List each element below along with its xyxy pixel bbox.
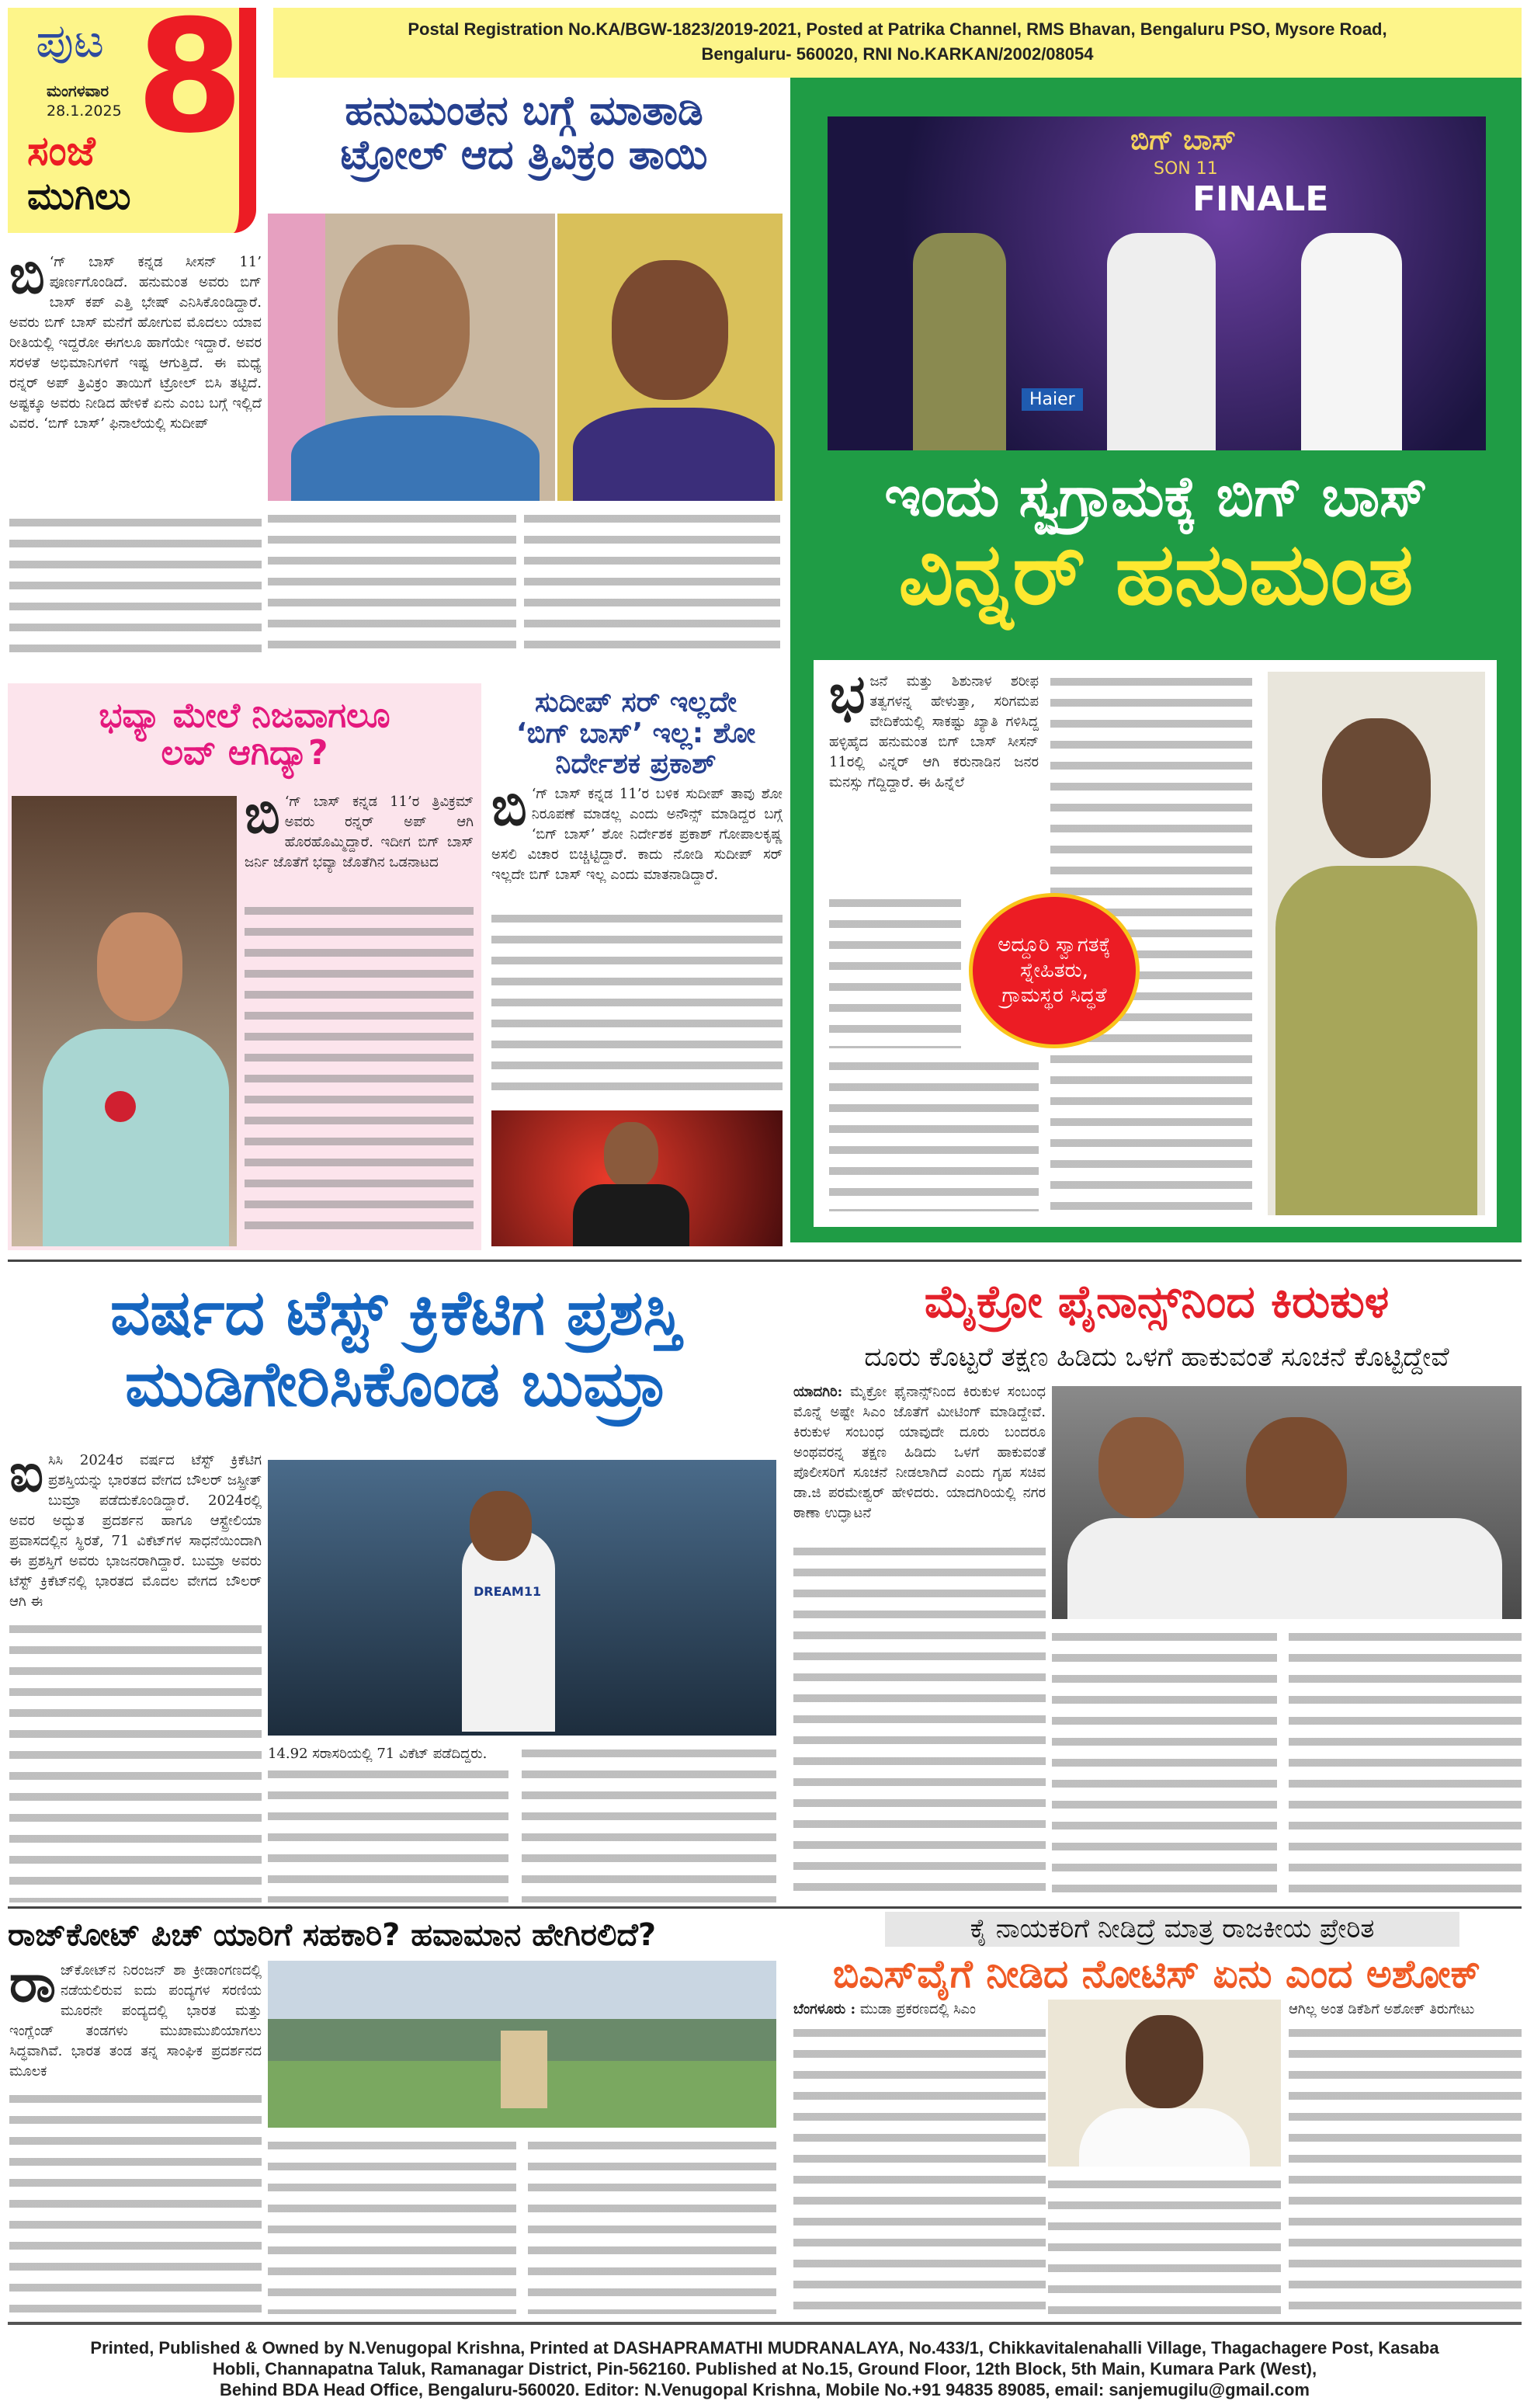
micro-article xyxy=(793,1382,1046,1524)
headline-line: ವಿನ್ನರ್ ಹನುಮಂತ xyxy=(898,524,1414,624)
headline-line: ಸುದೀಪ್ ಸರ್ ಇಲ್ಲದೇ xyxy=(535,686,737,718)
postal-line1: Postal Registration No.KA/BGW-1823/2019-2021, Posted at Patrika Channel, RMS Bhavan, Bengaluru PSO, Mysore Road, xyxy=(408,19,1387,39)
footer-line: Printed, Published & Owned by N.Venugopal Krishna, Printed at DASHAPRAMATHI MUDRANALAYA, No.433/1, Chikkavitalenahalli Village, Thagachagere Post, Kasaba xyxy=(90,2338,1439,2358)
bhavya-photo xyxy=(12,796,237,1246)
headline-line: ‘ಬಿಗ್ ಬಾಸ್’ ಇಲ್ಲ: ಶೋ xyxy=(515,717,756,749)
dateline: ಬೆಂಗಳೂರು : xyxy=(793,2001,856,2017)
hanumantha-article-box xyxy=(814,660,1497,1227)
page-number: 8 xyxy=(136,0,245,168)
trivikram-headline xyxy=(268,89,780,178)
sudeep-headline xyxy=(488,687,784,780)
rajkot-stadium-photo xyxy=(268,1961,776,2128)
article-text: ‘ಗ್ ಬಾಸ್ ಕನ್ನಡ ಸೀಸನ್ 11’ ಪೂರ್ಣಗೊಂಡಿದೆ. ಹನುಮಂತ ಅವರು ಬಿಗ್ ಬಾಸ್ ಕಪ್ ಎತ್ತಿ ಭೇಷ್ ಎನಿಸಿಕೊಂಡಿದ್ದಾರೆ. ಅವರು ಬಿಗ್ ಬಾಸ್ ಮನೆಗೆ ಹೋಗುವ ಮೊದಲು ಯಾವ ರೀತಿಯಲ್ಲಿ ಇದ್ದರೋ ಈಗಲೂ ಹಾಗೆಯೇ ಇದ್ದಾರೆ. ಅವರ ಸರಳತೆ ಅಭಿಮಾನಿಗಳಿಗೆ ಇಷ್ಟ ಆಗುತ್ತಿದೆ. ಈ ಮಧ್ಯೆ ರನ್ನರ್ ಅಪ್ ತ್ರಿವಿಕ್ರಂ ತಾಯಿಗೆ ಟ್ರೋಲ್ ಬಿಸಿ ತಟ್ಟಿದೆ. ಅಷ್ಟಕ್ಕೂ ಅವರು ನೀಡಿದ ಹೇಳಿಕೆ ಏನು ಎಂಬ ಬಗ್ಗೆ ಇಲ್ಲಿದೆ ವಿವರ. ‘ಬಿಗ್ ಬಾಸ್’ ಫಿನಾಲೆಯಲ್ಲಿ ಸುದೀಪ್ xyxy=(9,254,262,432)
drop-cap: ಬಿ xyxy=(245,784,280,846)
article-text xyxy=(245,784,474,873)
headline-line: ನಿರ್ದೇಶಕ ಪ್ರಕಾಶ್ xyxy=(555,748,717,780)
masthead xyxy=(8,0,256,233)
hanumantha-headline xyxy=(790,464,1522,624)
hanumantha-panel xyxy=(790,78,1522,1242)
headline-line: ಹನುಮಂತನ ಬಗ್ಗೆ ಮಾತಾಡಿ xyxy=(345,88,703,134)
sudeep-article xyxy=(488,683,784,1250)
headline-line: ಮುಡಿಗೇರಿಸಿಕೊಂಡ ಬುಮ್ರಾ xyxy=(124,1348,668,1420)
stage-photo xyxy=(828,116,1486,450)
bumrah-caption: 14.92 ಸರಾಸರಿಯಲ್ಲಿ 71 ವಿಕೆಟ್ ಪಡೆದಿದ್ದರು. xyxy=(268,1746,488,1762)
ashok-kicker: ಕೈ ನಾಯಕರಿಗೆ ನೀಡಿದ್ರೆ ಮಾತ್ರ ರಾಜಕೀಯ ಪ್ರೇರಿತ xyxy=(885,1912,1459,1947)
bhavya-headline xyxy=(8,697,481,773)
date: 28.1.2025 xyxy=(47,103,122,120)
article-text xyxy=(829,663,1039,793)
rajkot-article xyxy=(9,1952,262,2082)
headline-line: ಭವ್ಯಾ ಮೇಲೆ ನಿಜವಾಗಲೂ xyxy=(99,696,390,735)
bumrah-article xyxy=(9,1442,262,1612)
headline-line: ಇಂದು ಸ್ವಗ್ರಾಮಕ್ಕೆ ಬಿಗ್ ಬಾಸ್ xyxy=(884,464,1428,529)
dateline: ಯಾದಗಿರಿ: xyxy=(793,1384,843,1400)
bumrah-headline xyxy=(8,1277,784,1420)
sponsor-logo: Haier xyxy=(1022,388,1083,411)
article-body: ಮುಡಾ ಪ್ರಕರಣದಲ್ಲಿ ಸಿಎಂ xyxy=(859,2001,977,2017)
hanumantha-portrait xyxy=(1268,672,1485,1215)
sudeep-photo xyxy=(491,1110,783,1246)
stage-text: SON 11 xyxy=(1154,159,1218,179)
article-body: ‘ಗ್ ಬಾಸ್ ಕನ್ನಡ 11’ರ ಬಳಿಕ ಸುದೀಪ್ ತಾವು ಶೋ ನಿರೂಪಣೆ ಮಾಡಲ್ಲ ಎಂದು ಅನೌನ್ಸ್ ಮಾಡಿದ್ದರ ಬಗ್ಗೆ ‘ಬಿಗ್ ಬಾಸ್’ ಶೋ ನಿರ್ದೇಶಕ ಪ್ರಕಾಶ್ ಗೋಪಾಲಕೃಷ್ಣ ಅಸಲಿ ವಿಚಾರ ಬಿಚ್ಚಿಟ್ಟಿದ್ದಾರೆ. ಕಾದು ನೋಡಿ ಸುದೀಪ್ ಸರ್ ಇಲ್ಲದೇ ಬಿಗ್ ಬಾಸ್ ಇಲ್ಲ ಎಂದು ಮಾತನಾಡಿದ್ದಾರೆ. xyxy=(491,786,783,883)
brand-line1: ಸಂಜೆ xyxy=(27,128,95,175)
parameshwara-photo xyxy=(1052,1386,1522,1619)
drop-cap: ಐ xyxy=(9,1442,43,1504)
article-text xyxy=(491,776,783,885)
trivikram-photo xyxy=(268,214,555,501)
trivikram-article xyxy=(9,244,262,434)
drop-cap: ರಾ xyxy=(9,1952,56,2014)
jersey-text: DREAM11 xyxy=(474,1584,542,1599)
ashok-right-col: ಆಗಿಲ್ಲ ಅಂತ ಡಿಕೆಶಿಗೆ ಅಶೋಕ್ ತಿರುಗೇಟು xyxy=(1289,2001,1475,2017)
headline-line: ಲವ್ ಆಗಿದ್ಯಾ? xyxy=(161,733,328,773)
article-body: ಸಿಸಿ 2024ರ ವರ್ಷದ ಟೆಸ್ಟ್ ಕ್ರಿಕೆಟಿಗ ಪ್ರಶಸ್ತಿಯನ್ನು ಭಾರತದ ವೇಗದ ಬೌಲರ್ ಜಸ್ಪ್ರೀತ್ ಬುಮ್ರಾ ಪಡೆದುಕೊಂಡಿದ್ದಾರೆ. 2024ರಲ್ಲಿ ಅವರ ಅದ್ಭುತ ಪ್ರದರ್ಶನ ಹಾಗೂ ಆಸ್ಟ್ರೇಲಿಯಾ ಪ್ರವಾಸದಲ್ಲಿನ ಸ್ಥಿರತೆ, 71 ವಿಕೆಟ್‌ಗಳ ಸಾಧನೆಯಿಂದಾಗಿ ಈ ಪ್ರಶಸ್ತಿಗೆ ಅವರು ಭಾಜನರಾಗಿದ್ದಾರೆ. ಬುಮ್ರಾ ಅವರು ಟೆಸ್ಟ್ ಕ್ರಿಕೆಟ್‌ನಲ್ಲಿ ಭಾರತದ ಮೊದಲ ವೇಗದ ಬೌಲರ್ ಆಗಿ ಈ xyxy=(9,1452,262,1610)
ashok-photo xyxy=(1048,2000,1281,2167)
page-label: ಪುಟ xyxy=(36,14,105,68)
imprint-footer xyxy=(8,2330,1522,2400)
bhavya-article xyxy=(8,683,481,1250)
stage-text: FINALE xyxy=(1192,179,1329,219)
drop-cap: ಬಿ xyxy=(491,776,527,838)
postal-line2: Bengaluru- 560020, RNI No.KARKAN/2002/08054 xyxy=(701,44,1094,64)
headline-line: ವರ್ಷದ ಟೆಸ್ಟ್ ಕ್ರಿಕೆಟಿಗ ಪ್ರಶಸ್ತಿ xyxy=(110,1277,682,1349)
drop-cap: ಬಿ xyxy=(9,244,45,306)
micro-headline: ಮೈಕ್ರೋ ಫೈನಾನ್ಸ್‌ನಿಂದ ಕಿರುಕುಳ xyxy=(924,1275,1390,1328)
article-body: ಜ್‌ಕೋಟ್‌ನ ನಿರಂಜನ್ ಶಾ ಕ್ರೀಡಾಂಗಣದಲ್ಲಿ ನಡೆಯಲಿರುವ ಐದು ಪಂದ್ಯಗಳ ಸರಣಿಯ ಮೂರನೇ ಪಂದ್ಯದಲ್ಲಿ ಭಾರತ ಮತ್ತು ಇಂಗ್ಲೆಂಡ್ ತಂಡಗಳು ಮುಖಾಮುಖಿಯಾಗಲು ಸಿದ್ಧವಾಗಿವೆ. ಭಾರತ ತಂಡ ತನ್ನ ಸಾಂಘಿಕ ಪ್ರದರ್ಶನದ ಮೂಲಕ xyxy=(9,1962,262,2080)
brand-line2: ಮುಗಿಲು xyxy=(27,175,131,218)
drop-cap: ಭ xyxy=(829,663,866,725)
rajkot-headline: ರಾಜ್‌ಕೋಟ್ ಪಿಚ್ ಯಾರಿಗೆ ಸಹಕಾರಿ? ಹವಾಮಾನ ಹೇಗಿರಲಿದೆ? xyxy=(8,1917,657,1953)
article-body: ಜನೆ ಮತ್ತು ಶಿಶುನಾಳ ಶರೀಫ ತತ್ವಗಳನ್ನ ಹೇಳುತ್ತಾ, ಸರಿಗಮಪ ವೇದಿಕೆಯಲ್ಲಿ ಸಾಕಷ್ಟು ಖ್ಯಾತಿ ಗಳಿಸಿದ್ದ ಹಳ್ಳಿಹೈದ ಹನುಮಂತ ಬಿಗ್ ಬಾಸ್ ಸೀಸನ್ 11ರಲ್ಲಿ ವಿನ್ನರ್ ಆಗಿ ಕರುನಾಡಿನ ಜನರ ಮನಸ್ಸು ಗೆದ್ದಿದ್ದಾರೆ. ಈ ಹಿನ್ನೆಲೆ xyxy=(829,673,1039,791)
welcome-badge: ಅದ್ದೂರಿ ಸ್ವಾಗತಕ್ಕೆ ಸ್ನೇಹಿತರು, ಗ್ರಾಮಸ್ಥರ ಸಿದ್ಧತೆ xyxy=(969,893,1140,1048)
weekday: ಮಂಗಳವಾರ xyxy=(47,82,109,100)
footer-line: Behind BDA Head Office, Bengaluru-560020. Editor: N.Venugopal Krishna, Mobile No.+91 94835 89085, email: sanjemugilu@gmail.com xyxy=(220,2380,1310,2399)
article-body: ಮೈಕ್ರೋ ಫೈನಾನ್ಸ್‌ನಿಂದ ಕಿರುಕುಳ ಸಂಬಂಧ ಮೊನ್ನೆ ಅಷ್ಟೇ ಸಿಎಂ ಜೊತೆಗೆ ಮೀಟಿಂಗ್ ಮಾಡಿದ್ದೇವೆ. ಕಿರುಕುಳ ಸಂಬಂಧ ಯಾವುದೇ ದೂರು ಬಂದರೂ ಅಂಥವರನ್ನ ತಕ್ಷಣ ಹಿಡಿದು ಒಳಗೆ ಹಾಕುವಂತೆ ಪೊಲೀಸರಿಗೆ ಸೂಚನೆ ನೀಡಲಾಗಿದೆ ಎಂದು ಗೃಹ ಸಚಿವ ಡಾ.ಜಿ ಪರಮೇಶ್ವರ್ ಹೇಳಿದರು. ಯಾದಗಿರಿಯಲ್ಲಿ ನಗರ ಠಾಣಾ ಉದ್ಘಾಟನೆ xyxy=(793,1384,1046,1521)
ashok-headline: ಬಿಎಸ್‌ವೈಗೆ ನೀಡಿದ ನೋಟಿಸ್ ಏನು ಎಂದ ಅಶೋಕ್ xyxy=(832,1951,1481,1996)
bumrah-photo xyxy=(268,1460,776,1736)
stage-text: ಬಿಗ್ ಬಾಸ್ xyxy=(1130,124,1236,156)
headline-line: ಟ್ರೋಲ್ ಆದ ತ್ರಿವಿಕ್ರಂ ತಾಯಿ xyxy=(340,132,708,179)
postal-header xyxy=(273,8,1522,78)
footer-line: Hobli, Channapatna Taluk, Ramanagar District, Pin-562160. Published at No.15, Ground Floor, 12th Block, 5th Main, Kumara Park (West), xyxy=(212,2359,1317,2378)
article-body: ‘ಗ್ ಬಾಸ್ ಕನ್ನಡ 11’ರ ತ್ರಿವಿಕ್ರಮ್ ಅವರು ರನ್ನರ್ ಅಪ್ ಆಗಿ ಹೊರಹೊಮ್ಮಿದ್ದಾರೆ. ಇದೀಗ ಬಿಗ್ ಬಾಸ್ ಜರ್ನಿ ಜೊತೆಗೆ ಭವ್ಯಾ ಜೊತೆಗಿನ ಒಡನಾಟದ xyxy=(245,794,474,870)
micro-subhead: ದೂರು ಕೊಟ್ಟರೆ ತಕ್ಷಣ ಹಿಡಿದು ಒಳಗೆ ಹಾಕುವಂತೆ ಸೂಚನೆ ಕೊಟ್ಟಿದ್ದೇವೆ xyxy=(864,1342,1449,1373)
trivikram-mother-photo xyxy=(557,214,783,501)
ashok-article xyxy=(793,2000,1046,2020)
